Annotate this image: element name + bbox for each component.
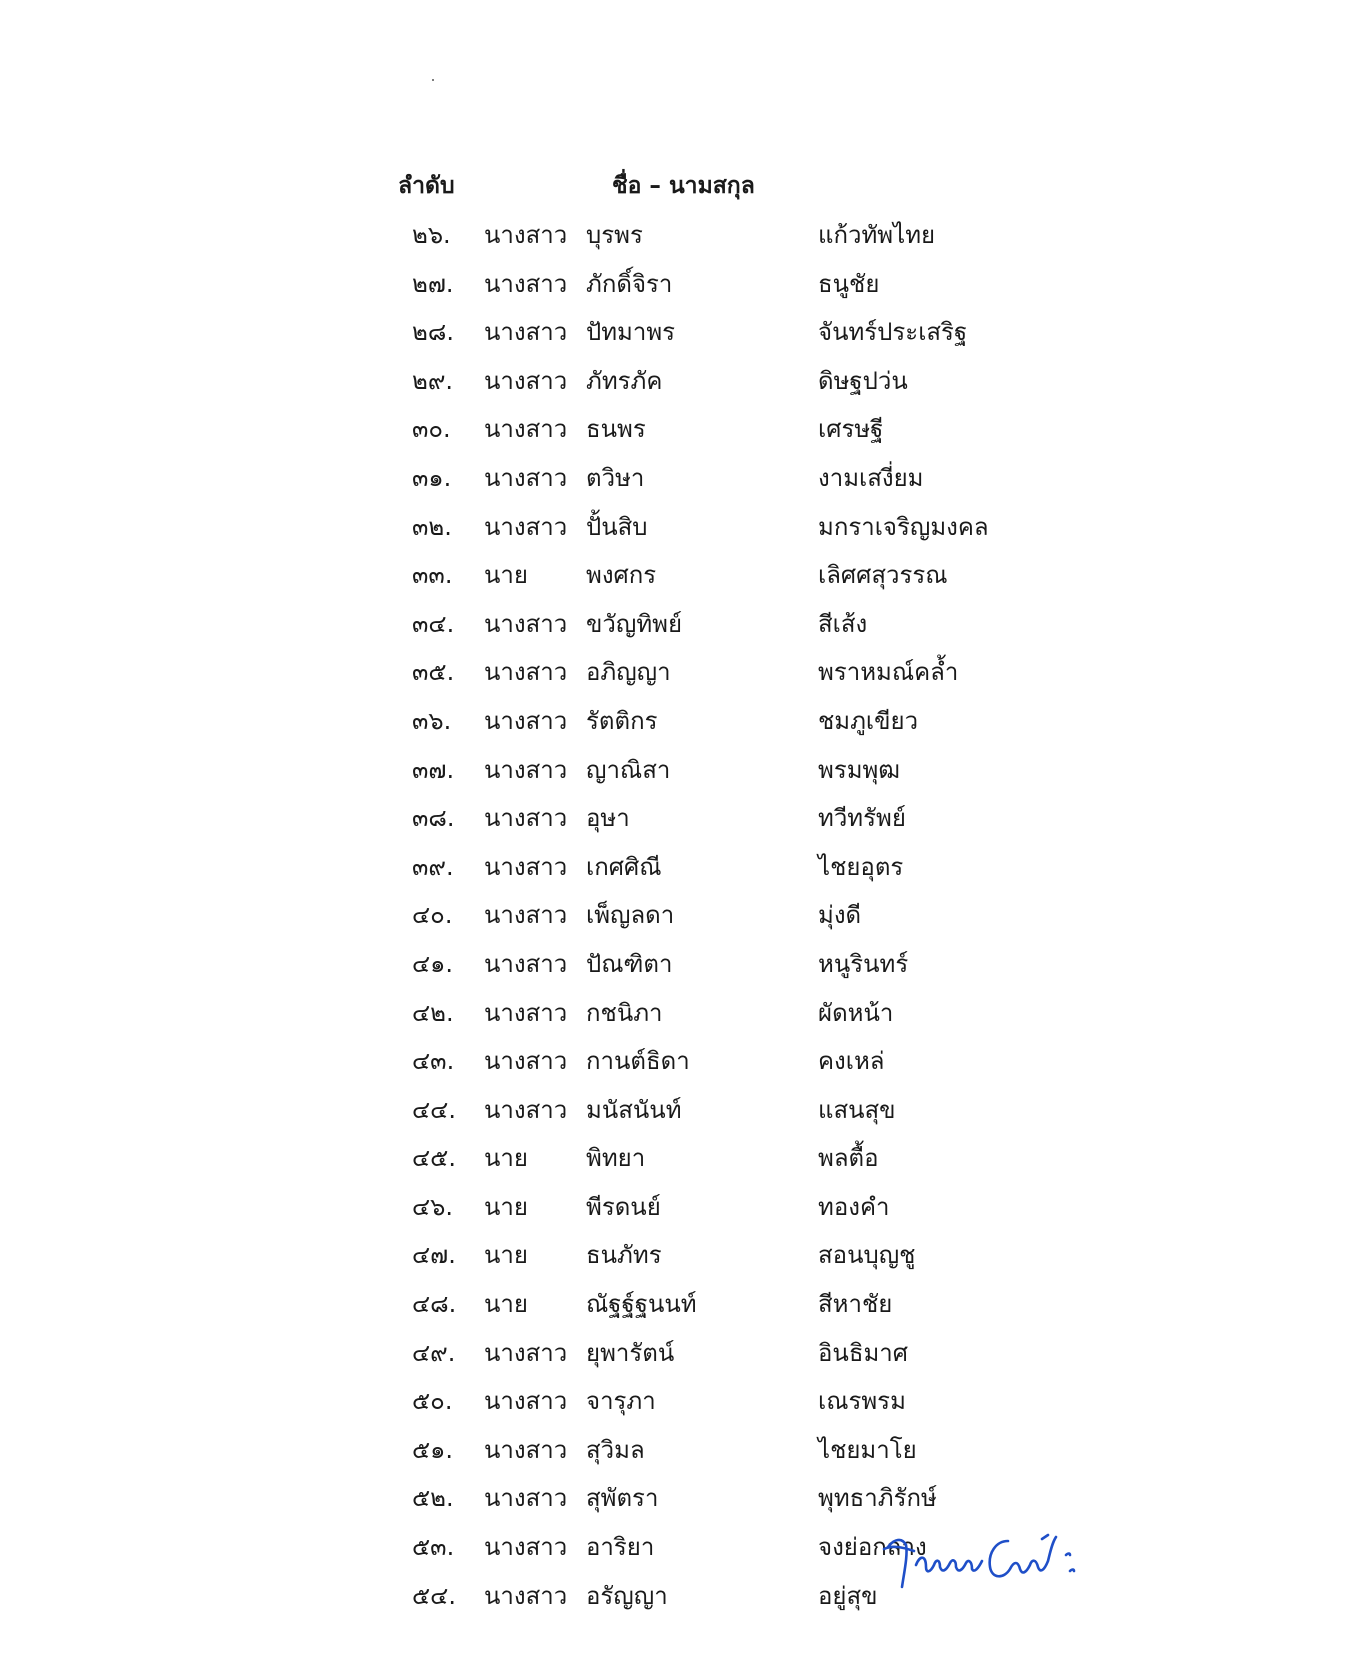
row-last-name: เศรษฐี (818, 415, 884, 444)
row-number: ๓๖. (412, 706, 452, 735)
row-prefix: นางสาว (484, 1533, 568, 1562)
row-last-name: ชมภูเขียว (818, 706, 919, 735)
row-prefix: นางสาว (484, 1581, 568, 1610)
list-item (0, 555, 1354, 604)
row-number: ๕๔. (412, 1581, 456, 1610)
row-prefix: นางสาว (484, 1047, 568, 1076)
row-number: ๓๑. (412, 463, 452, 492)
row-prefix: นางสาว (484, 755, 568, 784)
row-prefix: นางสาว (484, 998, 568, 1027)
list-item (0, 1284, 1354, 1333)
row-first-name: พิทยา (586, 1144, 646, 1173)
row-prefix: นางสาว (484, 609, 568, 638)
row-first-name: ขวัญทิพย์ (586, 609, 683, 638)
row-first-name: รัตติกร (586, 706, 658, 735)
row-number: ๕๓. (412, 1533, 455, 1562)
row-last-name: สีหาชัย (818, 1290, 893, 1319)
row-last-name: เณรพรม (818, 1387, 906, 1416)
row-prefix: นางสาว (484, 1387, 568, 1416)
row-prefix: นางสาว (484, 658, 568, 687)
signature-stroke (990, 1535, 1074, 1576)
row-prefix: นางสาว (484, 901, 568, 930)
row-prefix: นาย (484, 1144, 528, 1173)
row-last-name: คงเหล่ (818, 1047, 885, 1076)
row-number: ๒๗. (412, 269, 454, 298)
row-last-name: ไชยมาโย (818, 1435, 917, 1464)
row-first-name: บุรพร (586, 221, 643, 249)
row-last-name: แก้วทัพไทย (818, 221, 936, 249)
row-last-name: ไชยอุตร (818, 852, 904, 881)
row-number: ๓๒. (412, 512, 452, 541)
row-first-name: ปัทมาพร (586, 318, 676, 347)
list-item (0, 847, 1354, 896)
row-number: ๔๙. (412, 1338, 456, 1367)
row-first-name: พีรดนย์ (586, 1192, 661, 1221)
row-first-name: ธนภัทร (586, 1241, 662, 1270)
row-first-name: อภิญญา (586, 658, 671, 687)
row-first-name: ญาณิสา (586, 755, 671, 784)
row-number: ๓๗. (412, 755, 455, 784)
row-first-name: อรัญญา (586, 1581, 668, 1610)
row-number: ๕๐. (412, 1387, 453, 1416)
row-last-name: ทองคำ (818, 1192, 890, 1221)
row-prefix: นาย (484, 1192, 528, 1221)
row-number: ๔๑. (412, 949, 454, 978)
list-item (0, 895, 1354, 944)
row-prefix: นางสาว (484, 1095, 568, 1124)
list-item (0, 652, 1354, 701)
row-last-name: ดิษฐปว่น (818, 366, 908, 395)
row-number: ๔๓. (412, 1047, 455, 1076)
row-number: ๒๖. (412, 221, 451, 249)
list-item (0, 944, 1354, 993)
row-last-name: ธนูชัย (818, 269, 880, 298)
row-last-name: พราหมณ์คล้ำ (818, 658, 959, 687)
list-item (0, 750, 1354, 799)
row-number: ๓๓. (412, 561, 453, 590)
row-first-name: ยุพารัตน์ (586, 1338, 675, 1367)
row-first-name: ธนพร (586, 415, 646, 444)
list-item (0, 361, 1354, 410)
list-item (0, 215, 1354, 264)
row-first-name: เกศศิณี (586, 852, 662, 881)
row-last-name: สอนบุญชู (818, 1241, 916, 1270)
row-prefix: นางสาว (484, 318, 568, 347)
list-item (0, 1333, 1354, 1382)
row-first-name: กานต์ธิดา (586, 1047, 690, 1076)
row-last-name: แสนสุข (818, 1095, 896, 1124)
row-prefix: นางสาว (484, 463, 568, 492)
row-first-name: อุษา (586, 804, 630, 833)
list-item (0, 409, 1354, 458)
row-first-name: สุพัตรา (586, 1484, 659, 1513)
row-last-name: อินธิมาศ (818, 1338, 908, 1367)
row-number: ๔๘. (412, 1290, 457, 1319)
row-first-name: พงศกร (586, 561, 657, 590)
row-prefix: นางสาว (484, 512, 568, 541)
row-number: ๓๔. (412, 609, 455, 638)
list-item (0, 798, 1354, 847)
row-number: ๔๗. (412, 1241, 456, 1270)
row-first-name: กชนิภา (586, 998, 663, 1027)
name-list (0, 215, 1354, 1624)
list-item (0, 1041, 1354, 1090)
row-prefix: นางสาว (484, 1435, 568, 1464)
row-number: ๓๕. (412, 658, 455, 687)
row-first-name: เพ็ญลดา (586, 901, 675, 930)
row-last-name: สีเส้ง (818, 609, 868, 638)
list-item (0, 1235, 1354, 1284)
list-item (0, 264, 1354, 313)
row-last-name: เลิศศสุวรรณ (818, 561, 948, 590)
name-column-header: ชื่อ – นามสกุล (612, 173, 755, 199)
list-item (0, 604, 1354, 653)
list-item (0, 1090, 1354, 1139)
row-last-name: พุทธาภิรักษ์ (818, 1484, 937, 1513)
row-prefix: นางสาว (484, 269, 568, 298)
row-number: ๒๙. (412, 366, 454, 395)
row-last-name: มกราเจริญมงคล (818, 512, 989, 541)
list-item (0, 1478, 1354, 1527)
row-first-name: อาริยา (586, 1533, 655, 1562)
row-prefix: นางสาว (484, 852, 568, 881)
row-prefix: นางสาว (484, 415, 568, 444)
row-prefix: นางสาว (484, 221, 568, 249)
row-number: ๓๙. (412, 852, 454, 881)
scan-speck (432, 79, 434, 81)
row-number: ๕๑. (412, 1435, 454, 1464)
row-prefix: นาย (484, 1241, 528, 1270)
row-prefix: นางสาว (484, 1338, 568, 1367)
row-first-name: ณัฐฐ์ฐนนท์ (586, 1290, 697, 1319)
list-item (0, 312, 1354, 361)
list-item (0, 458, 1354, 507)
row-first-name: สุวิมล (586, 1435, 645, 1464)
row-last-name: พลตื้อ (818, 1144, 879, 1173)
row-prefix: นาย (484, 1290, 528, 1319)
row-last-name: หนูรินทร์ (818, 949, 909, 978)
row-last-name: ผัดหน้า (818, 998, 894, 1027)
row-last-name: มุ่งดี (818, 901, 862, 930)
row-number: ๒๘. (412, 318, 454, 347)
row-last-name: อยู่สุข (818, 1581, 878, 1610)
row-number: ๕๒. (412, 1484, 454, 1513)
row-number: ๓๘. (412, 804, 455, 833)
row-number: ๔๕. (412, 1144, 456, 1173)
handwritten-signature (880, 1525, 1090, 1595)
row-prefix: นางสาว (484, 949, 568, 978)
list-item (0, 1576, 1354, 1625)
row-first-name: ภัทรภัค (586, 366, 663, 395)
list-item (0, 1430, 1354, 1479)
list-item (0, 1187, 1354, 1236)
row-last-name: จงย่อกลาง (818, 1533, 927, 1562)
list-item (0, 1138, 1354, 1187)
order-column-header: ลำดับ (398, 173, 455, 199)
row-number: ๓๐. (412, 415, 451, 444)
row-first-name: มนัสนันท์ (586, 1095, 682, 1124)
list-item (0, 701, 1354, 750)
row-prefix: นางสาว (484, 1484, 568, 1513)
row-number: ๔๖. (412, 1192, 454, 1221)
row-first-name: จารุภา (586, 1387, 656, 1416)
row-number: ๔๔. (412, 1095, 456, 1124)
list-item (0, 1381, 1354, 1430)
row-first-name: ตวิษา (586, 463, 645, 492)
list-item (0, 507, 1354, 556)
list-item (0, 1527, 1354, 1576)
row-first-name: ปั้นสิบ (586, 512, 648, 541)
row-last-name: จันทร์ประเสริฐ (818, 318, 968, 347)
row-prefix: นาย (484, 561, 528, 590)
row-last-name: ทวีทรัพย์ (818, 804, 906, 833)
row-prefix: นางสาว (484, 804, 568, 833)
row-last-name: งามเสงี่ยม (818, 463, 924, 492)
signature-stroke (884, 1540, 982, 1587)
row-first-name: ปัณฑิตา (586, 949, 673, 978)
row-prefix: นางสาว (484, 366, 568, 395)
row-number: ๔๐. (412, 901, 453, 930)
row-first-name: ภักดิ์จิรา (586, 269, 673, 298)
row-last-name: พรมพุฒ (818, 755, 901, 784)
row-prefix: นางสาว (484, 706, 568, 735)
list-item (0, 993, 1354, 1042)
row-number: ๔๒. (412, 998, 454, 1027)
